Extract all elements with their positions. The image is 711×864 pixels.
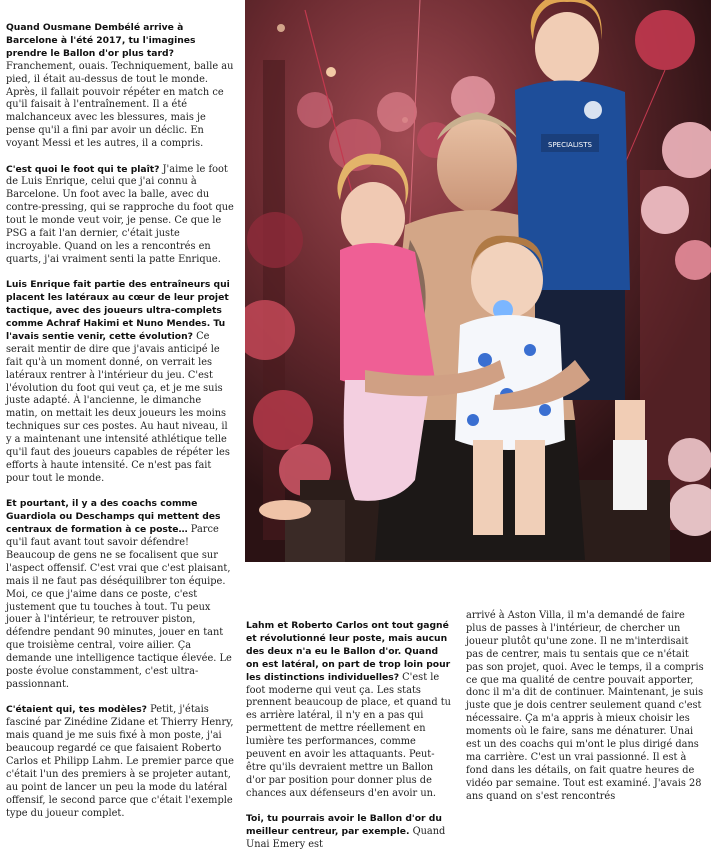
article-column-2 [246, 620, 453, 864]
question: Et pourtant, il y a des coachs comme Guardiola ou Deschamps qui mettent des centraux de formation à ce poste… [6, 498, 221, 536]
jersey-sponsor-text: SPECIALISTS [548, 141, 592, 149]
question: C'est quoi le foot qui te plaît? [6, 163, 160, 175]
paragraph [6, 164, 234, 267]
question: Lahm et Roberto Carlos ont tout gagné et révolutionné leur poste, mais aucun des deux n'a eu le Ballon d'or. Quand on est latéral, on part de trop loin pour les distinctions individuelles? [246, 620, 451, 683]
paragraph [6, 279, 234, 486]
answer: Franchement, ouais. Techniquement, balle au pied, il était au-dessus de tout le monde. Après, il fallait pouvoir répéter en match ce qu'il faisait à l'entraînement. Il a été malchanceux avec les blessures, mais je pense qu'il a fini par avoir un déclic. En voyant Messi et les autres, il a compris. [6, 60, 234, 150]
answer: Parce qu'il faut avant tout savoir défendre! Beaucoup de gens ne se focalisent que sur l'aspect offensif. C'est vrai que c'est plaisant, mais il ne faut pas déséquilibrer ton équipe. Moi, ce que j'aime dans ce poste, c'est justement que tu touches à tout. Tu peux jouer à l'intérieur, te retrouver piston, défendre pendant 90 minutes, jouer en tant que troisième central, voire ailier. Ça demande une intelligence tactique élevée. Le poste évolue constamment, c'est ultra-passionnant. [6, 524, 232, 690]
paragraph [246, 813, 453, 852]
article-column-1 [6, 22, 234, 833]
paragraph [6, 498, 234, 692]
question: Luis Enrique fait partie des entraîneurs qui placent les latéraux au cœur de leur projet tactique, avec des joueurs ultra-complets comme Achraf Hakimi et Nuno Mendes. Tu l'avais sentie venir, cette évolution? [6, 279, 230, 342]
answer: Ce serait mentir de dire que j'avais anticipé le fait qu'à un moment donné, on verrait les latéraux rentrer à l'intérieur du jeu. C'est l'évolution du foot qui veut ça, et je me suis juste adapté. À l'ancienne, le dimanche matin, on mettait les deux joueurs les moins techniques sur ces postes. Au haut niveau, il y a maintenant une intensité athlétique telle qu'il faut des joueurs capables de répéter les efforts à haute intensité. Ce n'est pas fait pour tout le monde. [6, 330, 230, 484]
question: Toi, tu pourrais avoir le Ballon d'or du meilleur centreur, par exemple. [246, 813, 442, 838]
paragraph [6, 704, 234, 820]
article-column-3 [466, 610, 706, 816]
question: C'étaient qui, tes modèles? [6, 704, 148, 716]
question: Quand Ousmane Dembélé arrive à Barcelone à l'été 2017, tu l'imagines prendre le Ballon d'or plus tard? [6, 22, 196, 59]
photo-illustration [245, 0, 711, 562]
family-portrait-photo [245, 0, 711, 562]
answer: Petit, j'étais fasciné par Zinédine Zidane et Thierry Henry, mais quand je me suis fixé à mon poste, j'ai beaucoup regardé ce que faisaient Roberto Carlos et Philipp Lahm. Le premier parce que c'était l'un des premiers à se projeter autant, au point de lancer un peu la mode du latéral offensif, le second parce que c'était l'exemple type du joueur complet. [6, 704, 234, 819]
answer: C'est le foot moderne qui veut ça. Les stats prennent beaucoup de place, et quand tu es arrière latéral, il n'y en a pas qui permettent de mettre réellement en lumière tes performances, comme peuvent en avoir les attaquants. Peut-être qu'ils devraient mettre un Ballon d'or par position pour donner plus de chances aux défenseurs d'en avoir un. [246, 671, 451, 799]
answer: Quand Unai Emery est [246, 826, 446, 850]
answer: arrivé à Aston Villa, il m'a demandé de faire plus de passes à l'intérieur, de chercher un joueur plutôt qu'une zone. Il ne m'interdisait pas de centrer, mais tu sentais que ce n'était pas son projet, quoi. Avec le temps, il a compris ce que ma qualité de centre pouvait apporter, donc il m'a dit de continuer. Maintenant, je suis juste que je dois centrer seulement quand c'est nécessaire. Ça m'a appris à mieux choisir les moments où le faire, sans me dénaturer. Unai est un des coachs qui m'ont le plus dirigé dans ma carrière. C'est un vrai passionné. Il est à fond dans les détails, on fait quatre heures de vidéo par semaine. Tout est examiné. J'avais 28 ans quand on s'est rencontrés [466, 610, 704, 802]
paragraph [466, 610, 706, 804]
answer: J'aime le foot de Luis Enrique, celui que j'ai connu à Barcelone. Un foot avec la balle, avec du contre-pressing, qui se rapproche du foot que tout le monde veut voir, je pense. Ce que le PSG a fait l'an dernier, c'était juste incroyable. Quand on les a rencontrés en quarts, j'ai vraiment senti la patte Enrique. [6, 163, 234, 265]
paragraph [246, 620, 453, 801]
paragraph [6, 22, 234, 151]
